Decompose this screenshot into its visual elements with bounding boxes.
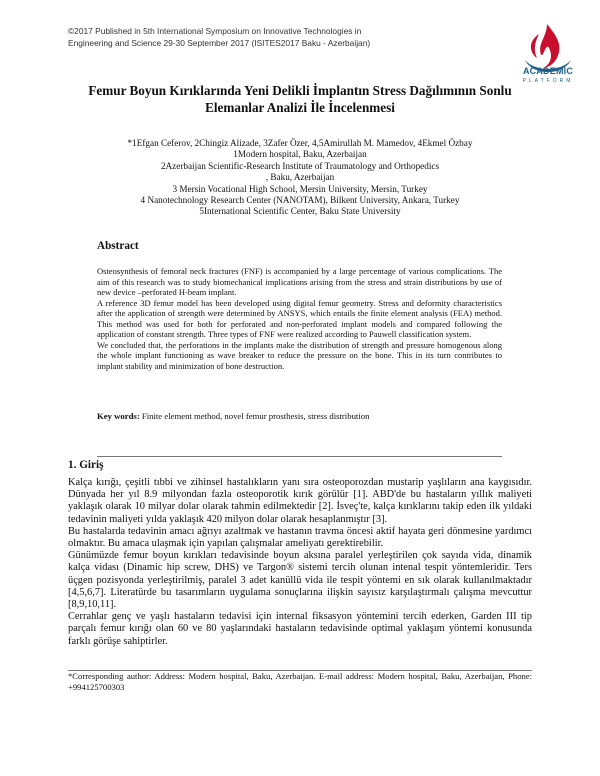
section-heading-introduction: 1. Giriş bbox=[68, 459, 104, 471]
affiliation-5: 5International Scientific Center, Baku State University bbox=[199, 206, 401, 217]
abstract-heading: Abstract bbox=[97, 240, 139, 252]
abstract-body bbox=[97, 266, 502, 371]
intro-paragraph-3: Günümüzde femur boyun kırıkları tedavisinde boyun aksına paralel yerleştirilen çok sayıda vida, dinamik kalça vidası (Dinamic hip screw, DHS) ve Targon® sistemi tercih olunan intenal tespit yöntemleridir. Ters üçgen pozisyonda yerleştirilmiş, paralel 3 adet kanüllü vida ile tespit yöntemi en sık olarak kullanılmaktadır [4,5,6,7]. Literatürde bu tasarımların uygulama sonuçlarına ilişkin sayısız karşılaştırmalı çalışma mevcuttur [8,9,10,11]. bbox=[68, 550, 532, 611]
conference-line-1: ©2017 Published in 5th International Symposium on Innovative Technologies in bbox=[68, 26, 362, 36]
affiliation-2: 2Azerbaijan Scientific-Research Institute of Traumatology and Orthopedics bbox=[160, 160, 440, 171]
affiliation-4: 4 Nanotechnology Research Center (NANOTAM), Bilkent University, Ankara, Turkey bbox=[140, 195, 460, 206]
abstract-divider bbox=[97, 456, 502, 457]
logo-name: ACADEMIC bbox=[522, 66, 574, 76]
keywords bbox=[97, 411, 507, 421]
keywords-text: Finite element method, novel femur prosthesis, stress distribution bbox=[139, 411, 370, 421]
abstract-paragraph-2: A reference 3D femur model has been developed using digital femur geometry. Stress and deformity characteristics after the application of strength were determined by ANSYS, which entails the finite element analysis (FEA) method. This method was used for both for perforated and non-perforated implant models and compared following the application of constant strength. Three types of FNF were realized according to Pauwell classification system. bbox=[97, 297, 502, 339]
authors-block bbox=[60, 138, 540, 218]
keywords-label: Key words: bbox=[97, 411, 140, 421]
affiliation-3: 3 Mersin Vocational High School, Mersin University, Mersin, Turkey bbox=[172, 183, 428, 194]
paper-title bbox=[70, 82, 530, 116]
introduction-body bbox=[68, 477, 532, 648]
logo-subtitle: PLATFORM bbox=[522, 78, 574, 84]
affiliation-1: 1Modern hospital, Baku, Azerbaijan bbox=[233, 149, 367, 160]
title-line-1: Femur Boyun Kırıklarında Yeni Delikli İmplantın Stress Dağılımının Sonlu bbox=[88, 83, 512, 98]
affiliation-2-city: , Baku, Azerbaijan bbox=[265, 172, 335, 183]
title-line-2: Elemanlar Analizi İle İncelenmesi bbox=[205, 100, 395, 115]
conference-header bbox=[68, 25, 508, 49]
intro-paragraph-1: Kalça kırığı, çeşitli tıbbi ve zihinsel hastalıkların yanı sıra osteoporozdan mustarip yaşlıların ana kaygısıdır. Dünyada her yıl 8.9 milyondan fazla osteoporotik kırık görülür [1]. ABD'de bu hastaların yıllık maliyeti yaklaşık olarak 10 milyar dolar olarak tahmin edilmektedir [2]. İsveç'te, kalça kırıklarını takip eden ilk yıldaki tedavinin maliyeti yılda yaklaşık 420 milyon dolar olarak hesaplanmıştır [3]. bbox=[68, 477, 532, 525]
corresponding-author-footnote: *Corresponding author: Address: Modern hospital, Baku, Azerbaijan. E-mail address: Modern hospital, Baku, Azerbaijan, Phone: +994125700303 bbox=[68, 671, 532, 692]
abstract-paragraph-1: Osteosynthesis of femoral neck fractures (FNF) is accompanied by a large percentage of various complications. The aim of this research was to study biomechanical implications arising from the stress and strain distributions by use of new device –perforated H-beam implant. bbox=[97, 266, 502, 297]
intro-paragraph-4: Cerrahlar genç ve yaşlı hastaların tedavisi için internal fiksasyon yöntemini tercih ederken, Garden III tip parçalı femur kırığı olan 60 ve 80 yaşlarındaki hastaların tedavisinde optimal yaklaşım yöntemi konusunda farklı görüşe sahiptirler. bbox=[68, 611, 532, 647]
author-names: *1Efgan Ceferov, 2Chingiz Alizade, 3Zafer Özer, 4,5Amirullah M. Mamedov, 4Ekmel Özbay bbox=[127, 138, 473, 148]
intro-paragraph-2: Bu hastalarda tedavinin amacı ağrıyı azaltmak ve hastanın travma öncesi aktif hayata geri dönmesine yardımcı olmaktır. Bu amaca ulaşmak için yapılan çalışmalar ameliyatı gerektirebilir. bbox=[68, 525, 532, 550]
conference-line-2: Engineering and Science 29-30 September 2017 (ISITES2017 Baku - Azerbaijan) bbox=[68, 38, 371, 48]
abstract-paragraph-3: We concluded that, the perforations in the implants make the distribution of strength and pressure homogenous along the whole implant functioning as wave breaker to reduce the pressure on the bone. This in its turn contributes to implant stability and minimization of bone destruction. bbox=[97, 339, 502, 371]
